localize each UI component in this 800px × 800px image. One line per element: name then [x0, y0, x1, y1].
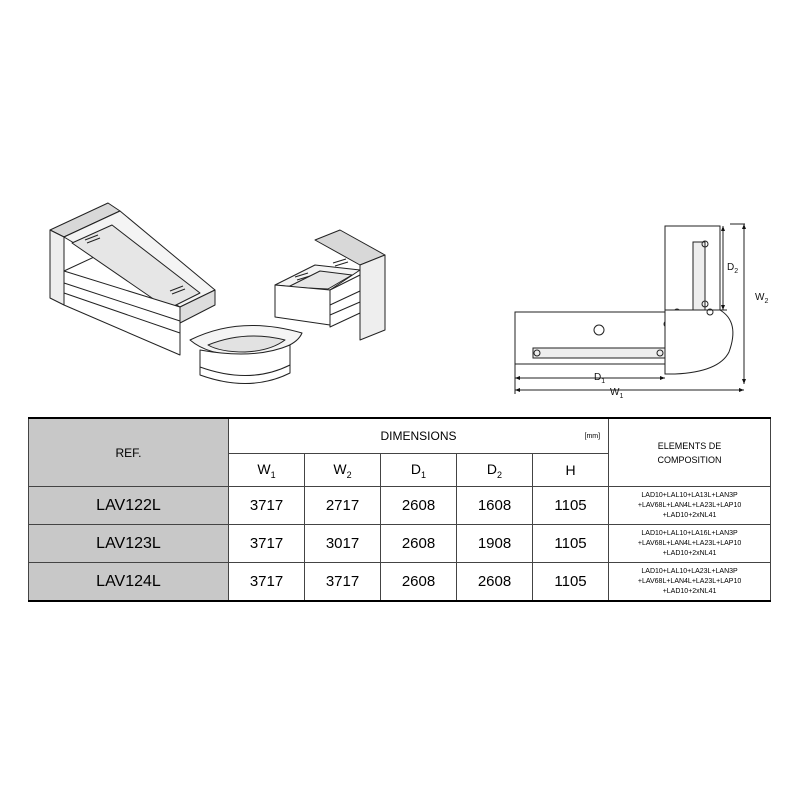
- plan-label-w1: $W_1$: [610, 387, 624, 400]
- h-cell: 1105: [533, 487, 609, 525]
- d2-cell: 1908: [457, 525, 533, 563]
- dimensions-table: [28, 417, 771, 602]
- composition-line: LAD10+LAL10+LA23L+LAN3P: [641, 567, 738, 575]
- w2-cell: 3017: [305, 525, 381, 563]
- d1-cell: 2608: [381, 563, 457, 602]
- composition-line: +LAV68L+LAN4L+LA23L+LAP10: [637, 539, 742, 547]
- elements-header-line2: COMPOSITION: [657, 454, 722, 465]
- col-header-d2: $D_2$: [457, 454, 533, 487]
- d2-cell: 2608: [457, 563, 533, 602]
- ref-cell: LAV122L: [29, 487, 229, 525]
- d1-cell: 2608: [381, 525, 457, 563]
- plan-view-drawing: [505, 212, 785, 404]
- reception-desk-isometric-drawing: [40, 195, 400, 395]
- elements-header: [609, 418, 771, 487]
- w2-cell: 2717: [305, 487, 381, 525]
- composition-line: +LAD10+2xNL41: [662, 549, 717, 557]
- ref-cell: LAV124L: [29, 563, 229, 602]
- composition-line: +LAV68L+LAN4L+LA23L+LAP10: [637, 577, 742, 585]
- composition-line: +LAD10+2xNL41: [662, 511, 717, 519]
- unit-label: [mm]: [584, 433, 601, 440]
- composition-line: LAD10+LAL10+LA16L+LAN3P: [641, 529, 738, 537]
- plan-label-d2: $D_2$: [727, 262, 739, 275]
- plan-label-w2: $W_2$: [755, 292, 769, 305]
- composition-cell: [609, 525, 771, 563]
- dimensions-title: DIMENSIONS: [380, 429, 457, 443]
- composition-cell: [609, 487, 771, 525]
- d1-cell: 2608: [381, 487, 457, 525]
- composition-cell: [609, 563, 771, 602]
- col-header-w1: $W_1$: [229, 454, 305, 487]
- w1-cell: 3717: [229, 525, 305, 563]
- composition-line: +LAV68L+LAN4L+LA23L+LAP10: [637, 501, 742, 509]
- col-header-w2: $W_2$: [305, 454, 381, 487]
- col-header-h: H: [533, 454, 609, 487]
- h-cell: 1105: [533, 563, 609, 602]
- w1-cell: 3717: [229, 563, 305, 602]
- w2-cell: 3717: [305, 563, 381, 602]
- ref-cell: LAV123L: [29, 525, 229, 563]
- w1-cell: 3717: [229, 487, 305, 525]
- d2-cell: 1608: [457, 487, 533, 525]
- col-header-d1: $D_1$: [381, 454, 457, 487]
- ref-header: REF.: [29, 418, 229, 487]
- h-cell: 1105: [533, 525, 609, 563]
- composition-line: LAD10+LAL10+LA13L+LAN3P: [641, 491, 738, 499]
- table-row: [29, 525, 771, 563]
- elements-header-line1: ELEMENTS DE: [657, 440, 722, 451]
- table-row: [29, 563, 771, 602]
- dimensions-header: [229, 418, 609, 454]
- plan-label-d1: $D_1$: [594, 372, 606, 385]
- composition-line: +LAD10+2xNL41: [662, 587, 717, 595]
- table-row: [29, 487, 771, 525]
